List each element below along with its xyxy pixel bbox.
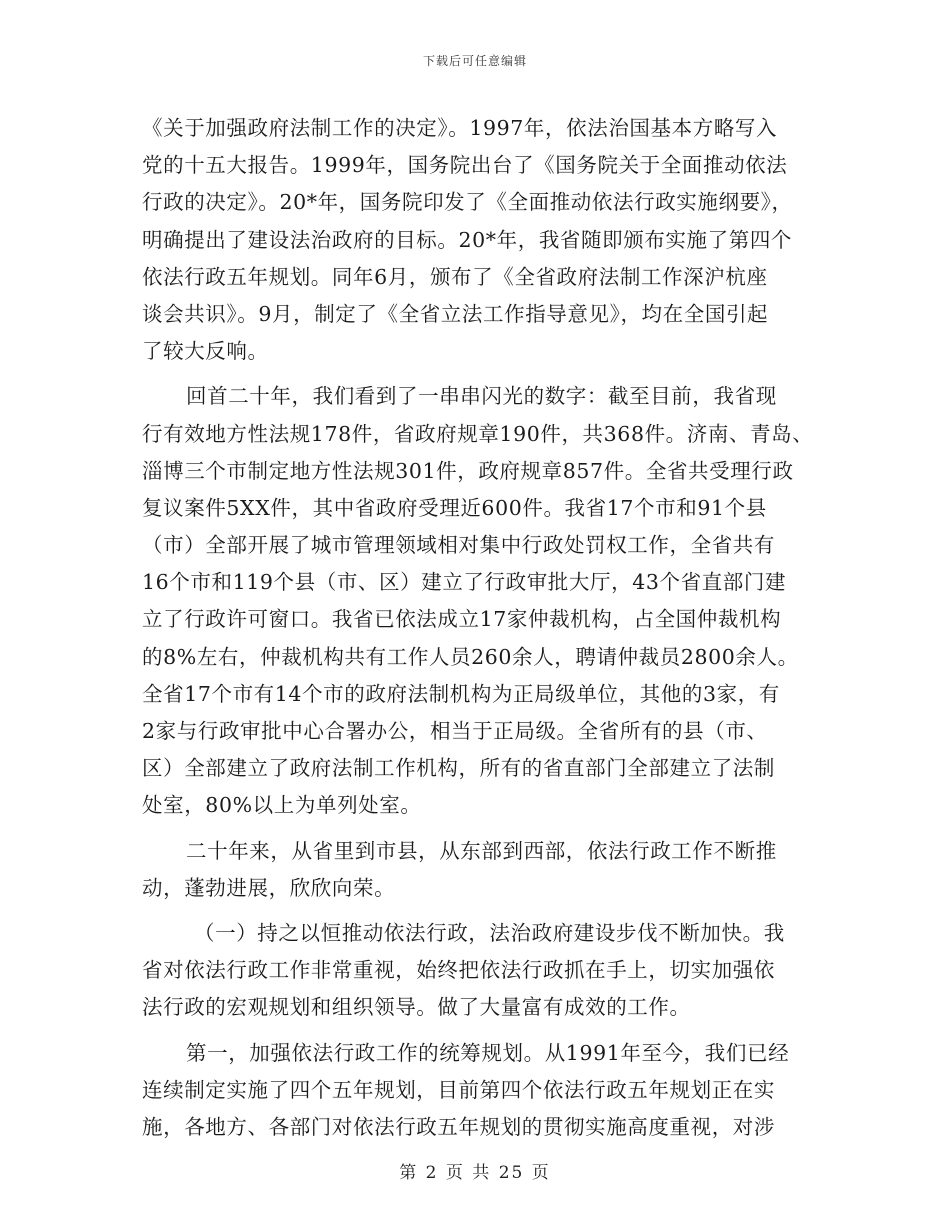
- text-line: 区）全部建立了政府法制工作机构，所有的省直部门全部建立了法制: [142, 756, 775, 781]
- text-line: 法行政的宏观规划和组织领导。做了大量富有成效的工作。: [142, 995, 691, 1020]
- text-line: 了较大反响。: [142, 339, 269, 364]
- text-line: 依法行政五年规划。同年6月，颁布了《全省政府法制工作深沪杭座: [142, 264, 768, 289]
- text-line: 行政的决定》。20*年，国务院印发了《全面推动依法行政实施纲要》，: [142, 190, 793, 215]
- text-line: 省对依法行政工作非常重视，始终把依法行政抓在手上，切实加强依: [142, 958, 775, 983]
- text-line: （市）全部开展了城市管理领域相对集中行政处罚权工作，全省共有: [142, 533, 775, 558]
- text-line: 的8%左右，仲裁机构共有工作人员260余人，聘请仲裁员2800余人。: [142, 644, 799, 669]
- paragraph-first-line: 第一，加强依法行政工作的统筹规划。从1991年至今，我们已经: [186, 1040, 790, 1065]
- text-line: 立了行政许可窗口。我省已依法成立17家仲裁机构，占全国仲裁机构: [142, 607, 782, 632]
- paragraph-first-line: 二十年来，从省里到市县，从东部到西部，依法行政工作不断推: [186, 838, 777, 863]
- page-number-footer: 第 2 页 共 25 页: [399, 1163, 551, 1183]
- text-line: 谈会共识》。9月，制定了《全省立法工作指导意见》，均在全国引起: [142, 301, 769, 326]
- text-line: 《关于加强政府法制工作的决定》。1997年，依法治国基本方略写入: [142, 116, 778, 140]
- text-line: 16个市和119个县（市、区）建立了行政审批大厅，43个省直部门建: [142, 570, 787, 595]
- text-line: 全省17个市有14个市的政府法制机构为正局级单位，其他的3家，有: [142, 681, 780, 706]
- text-line: 动，蓬勃进展，欣欣向荣。: [142, 875, 396, 900]
- document-body: [142, 110, 814, 1146]
- text-line: 党的十五大报告。1999年，国务院出台了《国务院关于全面推动依法: [142, 153, 788, 178]
- page-header-note: 下载后可任意编辑: [422, 54, 527, 68]
- text-line: 行有效地方性法规178件，省政府规章190件，共368件。济南、青岛、: [142, 421, 814, 446]
- text-line: 复议案件5XX件，其中省政府受理近600件。我省17个市和91个县: [142, 495, 767, 520]
- text-line: 连续制定实施了四个五年规划，目前第四个依法行政五年规划正在实: [142, 1077, 775, 1102]
- text-line: 明确提出了建设法治政府的目标。20*年，我省随即颁布实施了第四个: [142, 227, 793, 252]
- paragraph-first-line: （一）持之以恒推动依法行政，法治政府建设步伐不断加快。我: [194, 920, 785, 945]
- text-line: 施，各地方、各部门对依法行政五年规划的贯彻实施高度重视，对涉: [142, 1114, 775, 1139]
- text-line: 淄博三个市制定地方性法规301件，政府规章857件。全省共受理行政: [142, 458, 794, 483]
- paragraph-first-line: 回首二十年，我们看到了一串串闪光的数字：截至目前，我省现: [186, 384, 777, 409]
- text-line: 处室，80%以上为单列处室。: [142, 793, 422, 818]
- text-line: 2家与行政审批中心合署办公，相当于正局级。全省所有的县（市、: [142, 719, 768, 743]
